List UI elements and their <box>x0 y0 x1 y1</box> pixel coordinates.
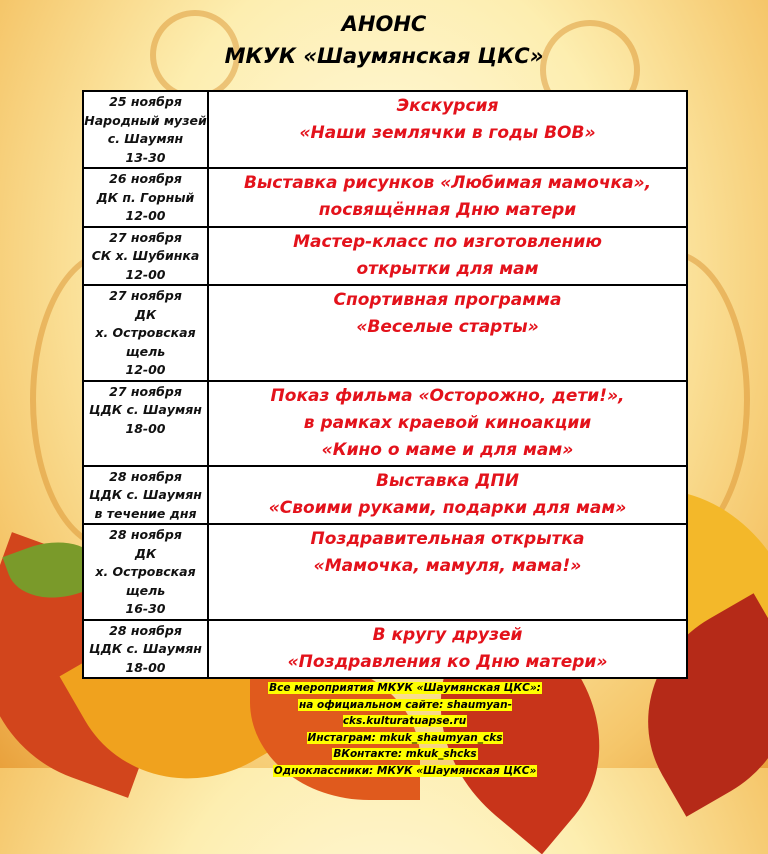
event-title-line: В кругу друзей <box>372 624 523 645</box>
date-place-line: х. Островская <box>95 325 196 340</box>
date-place-line: 26 ноября <box>109 171 182 186</box>
organization-name: МКУК «Шаумянская ЦКС» <box>224 44 544 68</box>
event-date-place <box>83 524 208 620</box>
website-link[interactable]: на официальном сайте: shaumyan-cks.kulturatuapse.ru <box>299 698 512 727</box>
date-place-line: 12-00 <box>125 208 166 223</box>
vkontakte-link[interactable]: ВКонтакте: mkuk_shcks <box>333 748 477 760</box>
event-date-place <box>83 91 208 168</box>
event-title-line: Поздравительная открытка <box>310 529 585 549</box>
event-title-line: «Своими руками, подарки для мам» <box>268 497 627 518</box>
date-place-line: 12-00 <box>125 362 166 377</box>
event-title-line: «Мамочка, мамуля, мама!» <box>313 556 582 576</box>
event-row <box>83 381 687 466</box>
date-place-line: 27 ноября <box>109 288 182 303</box>
event-date-place <box>83 620 208 679</box>
date-place-line: х. Островская <box>95 564 196 579</box>
date-place-line: 18-00 <box>125 659 166 675</box>
event-title-line: Показ фильма «Осторожно, дети!», <box>270 385 625 406</box>
event-row <box>83 168 687 227</box>
event-title-line: посвящённая Дню матери <box>318 200 577 220</box>
date-place-line: 28 ноября <box>109 527 182 542</box>
event-date-place <box>83 285 208 381</box>
footer-line: Все мероприятия МКУК «Шаумянская ЦКС»: <box>269 682 541 694</box>
event-date-place <box>83 227 208 286</box>
event-title-line: открытки для мам <box>356 258 539 279</box>
event-title-line: Экскурсия <box>396 96 499 116</box>
date-place-line: 27 ноября <box>109 229 182 245</box>
event-description <box>208 524 687 620</box>
event-row <box>83 620 687 679</box>
event-description <box>208 381 687 466</box>
event-description <box>208 91 687 168</box>
event-description <box>208 168 687 227</box>
event-description <box>208 620 687 679</box>
date-place-line: СК х. Шубинка <box>91 248 200 263</box>
event-description <box>208 227 687 286</box>
date-place-line: 28 ноября <box>109 468 182 484</box>
date-place-line: ДК <box>134 545 157 561</box>
event-title-line: Выставка ДПИ <box>375 470 519 491</box>
event-row <box>83 466 687 525</box>
event-title-line: «Наши землячки в годы ВОВ» <box>299 123 596 143</box>
event-date-place <box>83 168 208 227</box>
event-row <box>83 227 687 286</box>
date-place-line: ДК <box>134 306 157 322</box>
event-title-line: «Поздравления ко Дню матери» <box>287 651 608 672</box>
date-place-line: ЦДК с. Шаумян <box>89 402 202 417</box>
date-place-line: 25 ноября <box>109 94 182 109</box>
date-place-line: ДК п. Горный <box>96 189 195 205</box>
event-title-line: Спортивная программа <box>333 290 562 310</box>
instagram-link[interactable]: Инстаграм: mkuk_shaumyan_cks <box>307 731 503 744</box>
date-place-line: 18-00 <box>125 420 166 436</box>
event-title-line: «Кино о маме и для мам» <box>321 439 574 460</box>
event-title-line: в рамках краевой киноакции <box>303 412 592 433</box>
event-date-place <box>83 381 208 466</box>
event-date-place <box>83 466 208 525</box>
date-place-line: с. Шаумян <box>107 131 184 146</box>
date-place-line: Народный музей <box>84 112 207 128</box>
date-place-line: 16-30 <box>125 601 166 616</box>
event-row <box>83 91 687 168</box>
date-place-line: в течение дня <box>94 505 197 521</box>
date-place-line: 13-30 <box>125 149 166 165</box>
date-place-line: щель <box>125 343 166 359</box>
odnoklassniki-link[interactable]: Одноклассники: МКУК «Шаумянская ЦКС» <box>273 764 537 777</box>
date-place-line: 12-00 <box>125 266 166 282</box>
event-description <box>208 466 687 525</box>
event-row <box>83 524 687 620</box>
event-row <box>83 285 687 381</box>
event-title-line: Мастер-класс по изготовлению <box>293 231 602 252</box>
date-place-line: ЦДК с. Шаумян <box>89 487 202 502</box>
poster-title: АНОНС <box>341 12 427 36</box>
events-table <box>82 90 688 679</box>
date-place-line: ЦДК с. Шаумян <box>89 641 202 656</box>
event-title-line: Выставка рисунков «Любимая мамочка», <box>243 173 652 193</box>
date-place-line: щель <box>125 582 166 598</box>
event-description <box>208 285 687 381</box>
date-place-line: 28 ноября <box>109 622 182 638</box>
contacts-footer <box>240 680 570 779</box>
date-place-line: 27 ноября <box>109 383 182 399</box>
event-title-line: «Веселые старты» <box>356 317 539 337</box>
